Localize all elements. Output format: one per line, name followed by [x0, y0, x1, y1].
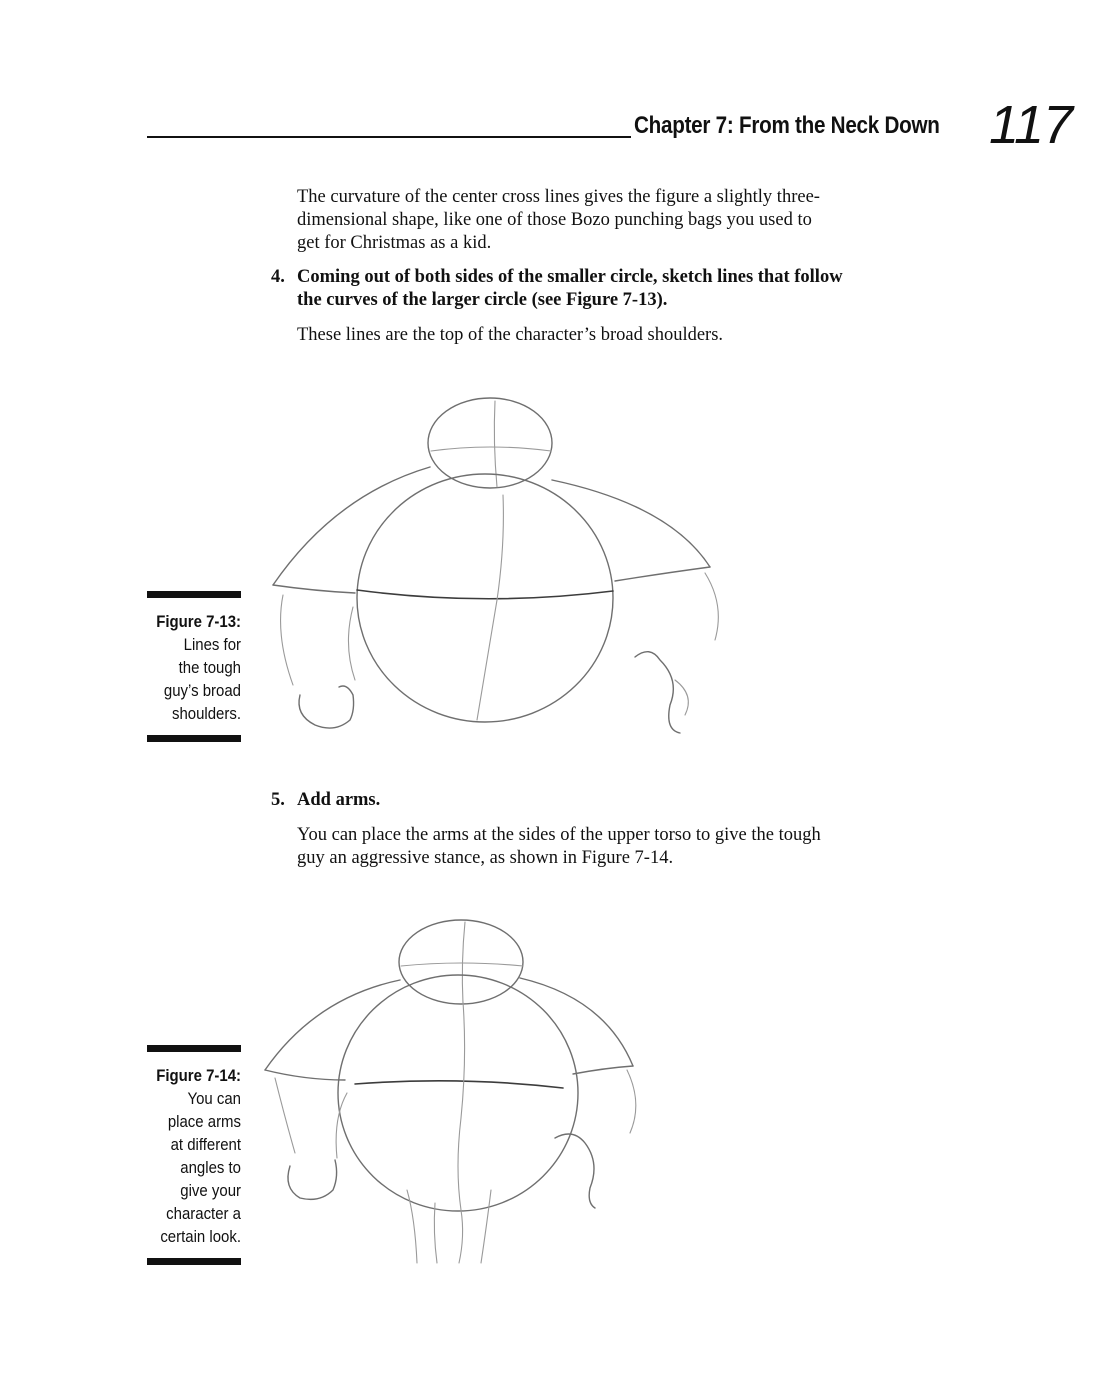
right-shoulder-line: [552, 480, 710, 567]
left-shoulder-line: [273, 467, 430, 585]
chapter-title: Chapter 7: From the Neck Down: [634, 112, 940, 139]
caption-line: guy’s broad: [163, 681, 241, 700]
left-shoulder-base: [265, 1070, 345, 1080]
step-4-line: Coming out of both sides of the smaller circle, sketch lines that follow: [297, 267, 843, 287]
caption-line: certain look.: [160, 1227, 241, 1246]
inner-left-leg: [434, 1203, 437, 1263]
head-circle: [399, 920, 523, 1004]
step-5-number: 5.: [271, 790, 285, 810]
step-5-line: guy an aggressive stance, as shown in Figure 7-14.: [297, 848, 674, 868]
left-shoulder-line: [265, 980, 400, 1070]
caption-line: place arms: [167, 1112, 241, 1131]
body-cross-vertical: [477, 495, 503, 720]
right-fingers: [675, 680, 688, 715]
figure-7-14-caption: [135, 1064, 241, 1248]
caption-line: the tough: [178, 658, 241, 677]
body-cross-horizontal: [357, 590, 613, 599]
step-5-line: You can place the arms at the sides of the upper torso to give the tough: [297, 825, 821, 845]
caption-line: give your: [180, 1181, 241, 1200]
header-rule: [147, 136, 631, 138]
caption-line: angles to: [180, 1158, 241, 1177]
figure-7-13-sketch: [255, 395, 740, 740]
step-5-explanation: [297, 824, 957, 870]
intro-line: The curvature of the center cross lines gives the figure a slightly three-: [297, 187, 820, 207]
figure-7-14-top-bar: [147, 1045, 241, 1052]
left-fist: [288, 1160, 337, 1199]
figure-7-13-bottom-bar: [147, 735, 241, 742]
left-arm-inner: [348, 607, 355, 680]
caption-line: Lines for: [183, 635, 241, 654]
right-arm-outer: [627, 1070, 636, 1133]
right-hand: [555, 1134, 595, 1208]
figure-7-13-caption: [135, 610, 241, 725]
figure-7-14-label: Figure 7-14:: [156, 1066, 241, 1085]
head-cross-horizontal: [431, 447, 551, 451]
caption-line: character a: [166, 1204, 241, 1223]
right-hand: [635, 652, 680, 733]
intro-paragraph: [297, 186, 957, 255]
left-arm-outer: [281, 595, 293, 685]
right-shoulder-base: [615, 567, 710, 581]
right-leg: [481, 1190, 491, 1263]
left-fist: [299, 686, 354, 728]
figure-7-14-bottom-bar: [147, 1258, 241, 1265]
intro-line: dimensional shape, like one of those Bozo punching bags you used to: [297, 210, 812, 230]
intro-line: get for Christmas as a kid.: [297, 233, 492, 253]
left-arm-outer: [275, 1078, 295, 1153]
inner-right-leg: [459, 1210, 463, 1263]
right-shoulder-line: [520, 978, 633, 1066]
figure-7-13-label: Figure 7-13:: [156, 612, 241, 631]
step-5-title: Add arms.: [297, 790, 381, 810]
left-shoulder-base: [273, 585, 355, 593]
page-number: 117: [989, 95, 1073, 155]
right-shoulder-base: [573, 1066, 633, 1074]
step-4-number: 4.: [271, 267, 285, 287]
body-cross-horizontal: [355, 1081, 563, 1088]
step-4-instruction: [297, 266, 957, 312]
caption-line: shoulders.: [171, 704, 241, 723]
step-4-explanation: These lines are the top of the character’s broad shoulders.: [297, 325, 724, 345]
caption-line: at different: [170, 1135, 241, 1154]
step-4-line: the curves of the larger circle (see Figure 7-13).: [297, 290, 668, 310]
caption-line: You can: [187, 1089, 241, 1108]
right-arm-outer: [705, 573, 718, 640]
figure-7-14-sketch: [255, 918, 655, 1268]
body-cross-vertical: [458, 1002, 465, 1210]
figure-7-13-top-bar: [147, 591, 241, 598]
